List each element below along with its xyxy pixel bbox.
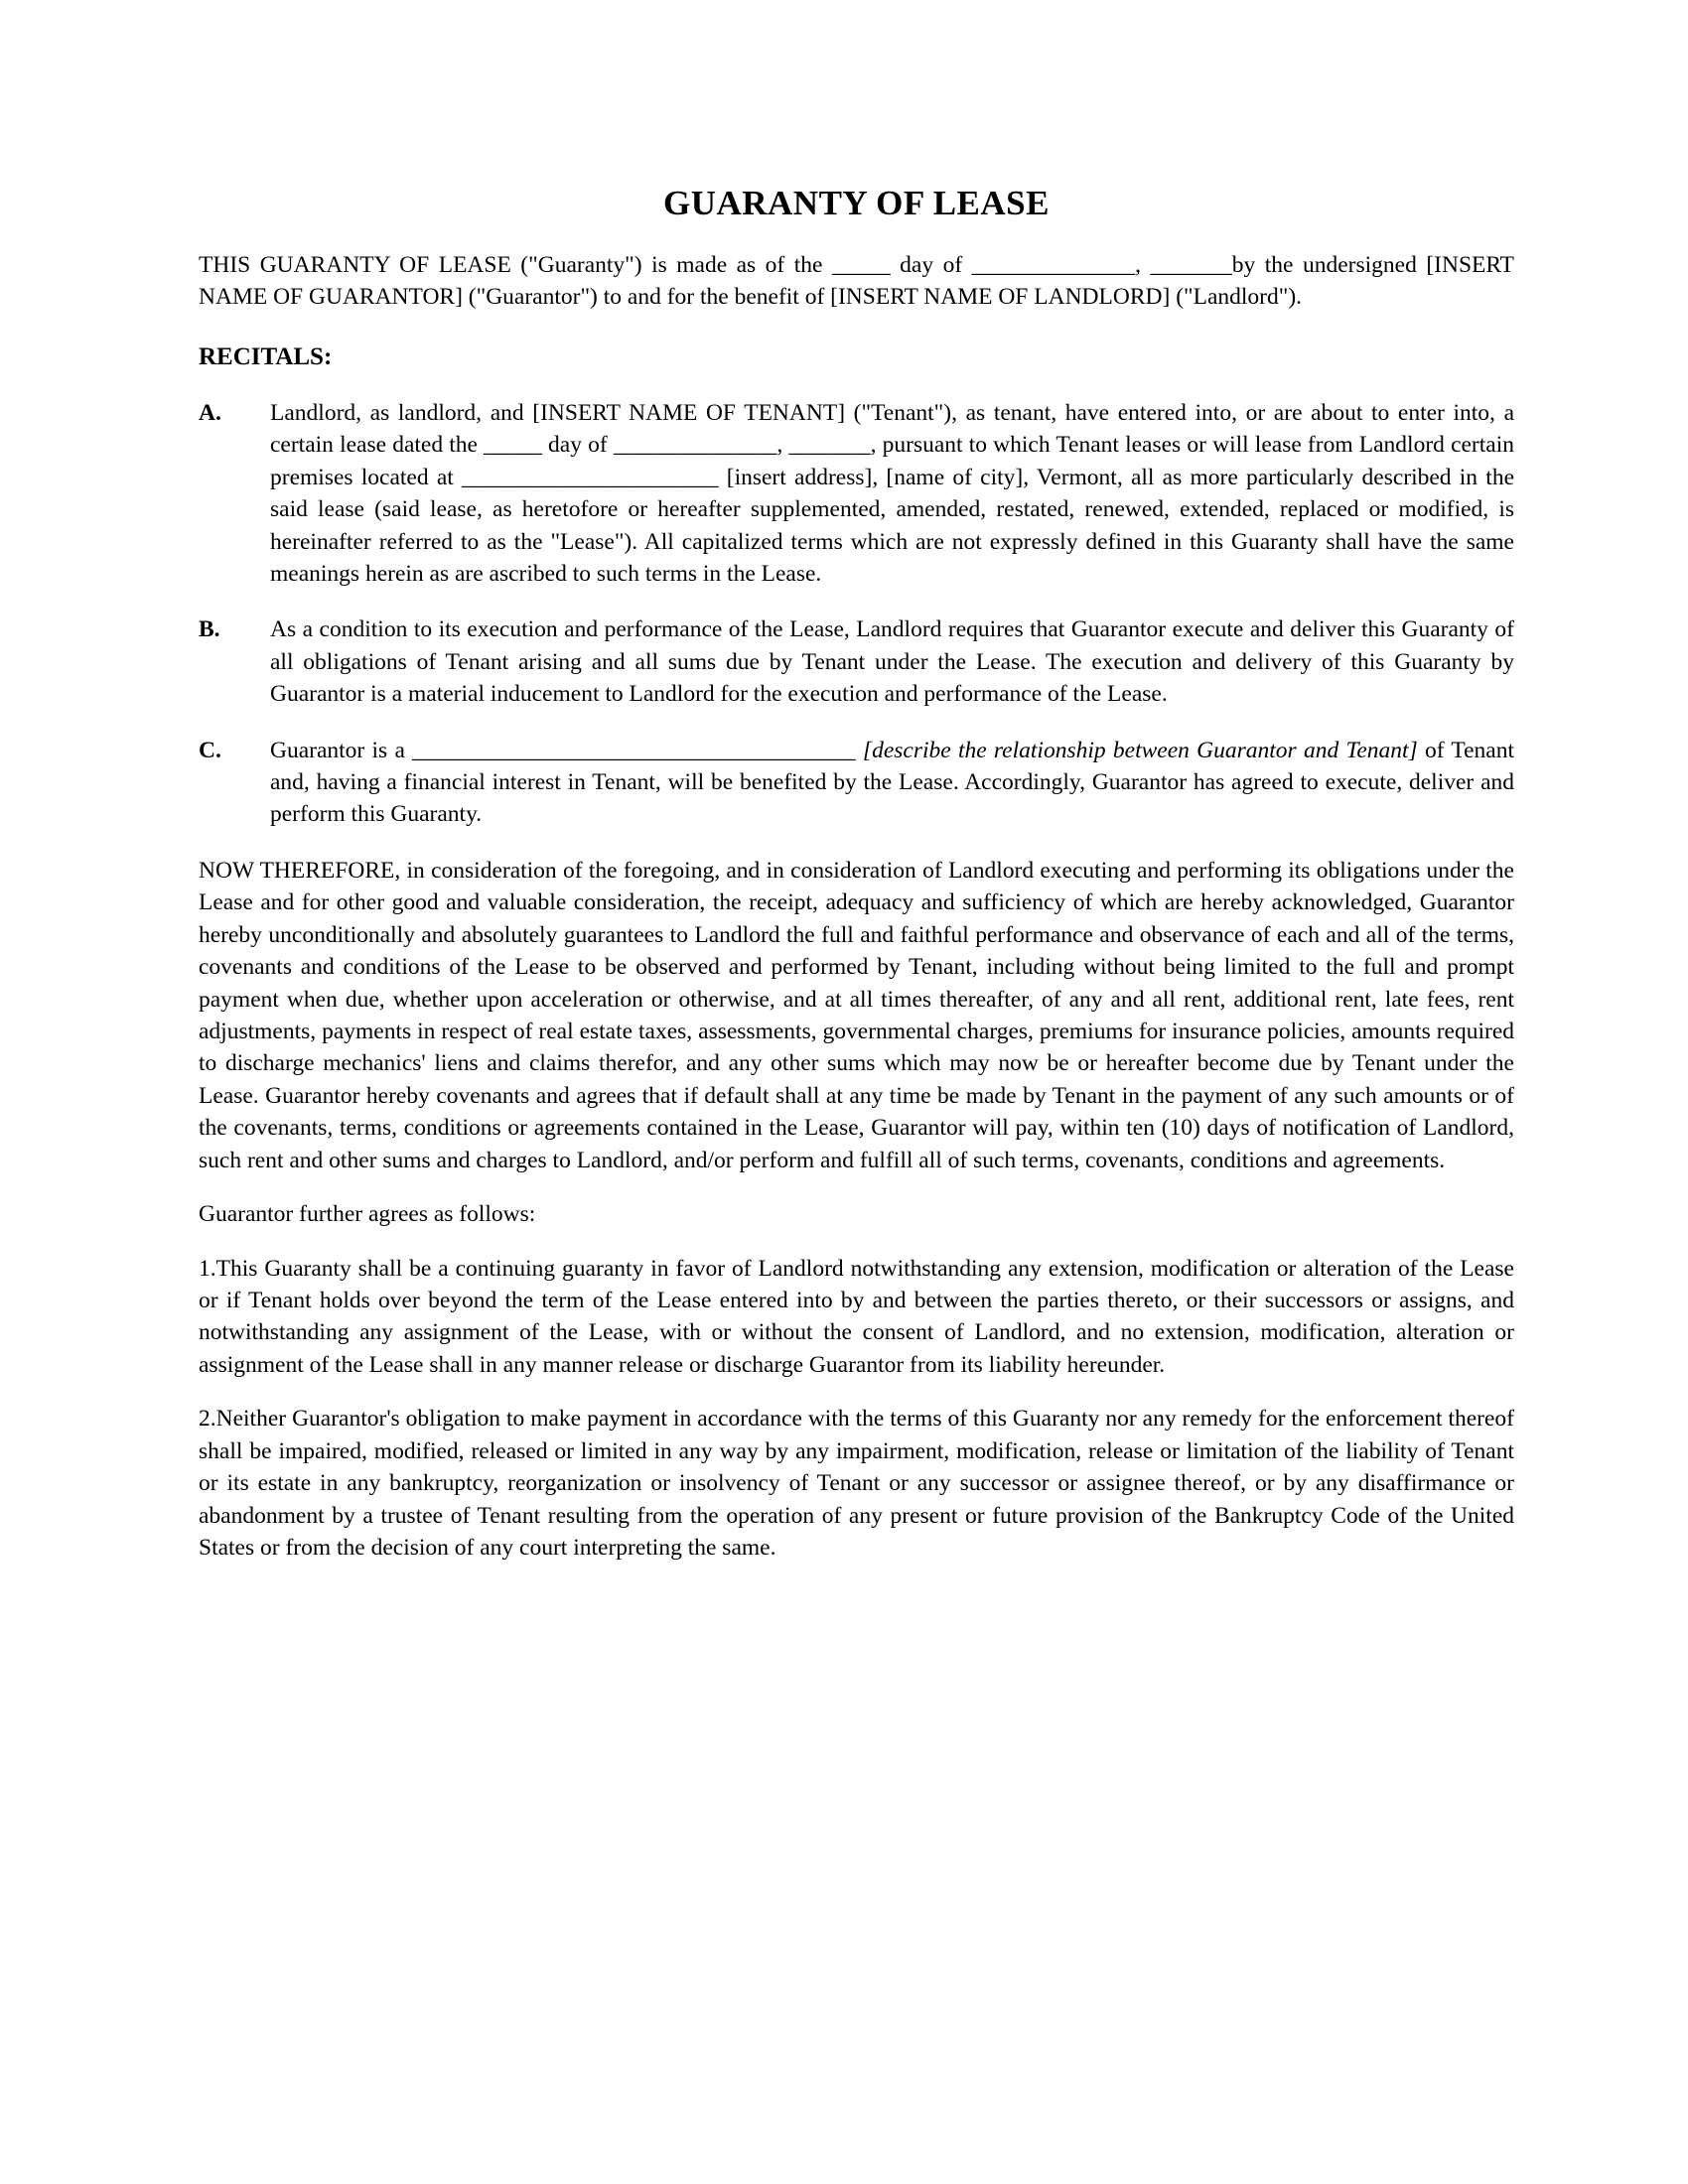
clause-2 (199, 1403, 1514, 1564)
recital-text-c (270, 735, 1514, 831)
recital-item-c (199, 735, 1514, 831)
recital-item-a (199, 397, 1514, 591)
intro-paragraph: THIS GUARANTY OF LEASE ("Guaranty") is made as of the _____ day of ______________, _______by the undersigned [INSERT NAME OF GUARANTOR] ("Guarantor") to and for the benefit of [INSERT NAME OF LANDLORD] ("Landlord"). (199, 252, 1514, 311)
now-therefore-paragraph: NOW THEREFORE, in consideration of the foregoing, and in consideration of Landlord executing and performing its obligations under the Lease and for other good and valuable consideration, the receipt, adequacy and sufficiency of which are hereby acknowledged, Guarantor hereby unconditionally and absolutely guarantees to Landlord the full and faithful performance and observance of each and all of the terms, covenants and conditions of the Lease to be observed and performed by Tenant, including without being limited to the full and prompt payment when due, whether upon acceleration or otherwise, and at all times thereafter, of any and all rent, additional rent, late fees, rent adjustments, payments in respect of real estate taxes, assessments, governmental charges, premiums for insurance policies, amounts required to discharge mechanics' liens and claims therefor, and any other sums which may now be or hereafter become due by Tenant under the Lease. Guarantor hereby covenants and agrees that if default shall at any time be made by Tenant in the payment of any such amounts or of the covenants, terms, conditions or agreements contained in the Lease, Guarantor will pay, within ten (10) days of notification of Landlord, such rent and other sums and charges to Landlord, and/or perform and fulfill all of such terms, covenants, conditions and agreements. (199, 857, 1514, 1173)
recitals-heading: RECITALS: (199, 342, 333, 370)
page-title: GUARANTY OF LEASE (662, 184, 1050, 222)
clause-1-text: This Guaranty shall be a continuing guaranty in favor of Landlord notwithstanding any extension, modification or alteration of the Lease or if Tenant holds over beyond the term of the Lease entered into by and between the parties thereto, or their successors or assigns, and notwithstanding any assignment of the Lease, with or without the consent of Landlord, and no extension, modification, alteration or assignment of the Lease shall in any manner release or discharge Guarantor from its liability hereunder. (199, 1255, 1514, 1378)
clause-2-text: Neither Guarantor's obligation to make payment in accordance with the terms of this Guaranty nor any remedy for the enforcement thereof shall be impaired, modified, released or limited in any way by any impairment, modification, release or limitation of the liability of Tenant or its estate in any bankruptcy, reorganization or insolvency of Tenant or any successor or assignee thereof, or by any disaffirmance or abandonment by a trustee of Tenant resulting from the operation of any present or future provision of the Bankruptcy Code of the United States or from the decision of any court interpreting the same. (199, 1406, 1514, 1561)
clause-1-number: 1. (199, 1255, 216, 1282)
recital-label-a: A. (199, 399, 221, 426)
recital-label-b: B. (199, 616, 220, 643)
clause-1 (199, 1253, 1514, 1382)
recital-c-lead: Guarantor is a ______________________________________ (270, 737, 863, 763)
recital-c-italic-note: [describe the relationship between Guarantor and Tenant] (862, 737, 1418, 763)
clause-2-number: 2. (199, 1406, 216, 1433)
further-agrees-line: Guarantor further agrees as follows: (199, 1201, 536, 1228)
recital-item-b (199, 614, 1514, 710)
recital-text-a: Landlord, as landlord, and [INSERT NAME OF TENANT] ("Tenant"), as tenant, have entered into, or are about to enter into, a certain lease dated the _____ day of ______________, _______, pursuant to which Tenant leases or will lease from Landlord certain premises located at ______________________ [insert address], [name of city], Vermont, all as more particularly described in the said lease (said lease, as heretofore or hereafter supplemented, amended, restated, renewed, extended, replaced or modified, is hereinafter referred to as the "Lease"). All capitalized terms which are not expressly defined in this Guaranty shall have the same meanings herein as are ascribed to such terms in the Lease. (270, 399, 1514, 587)
recital-label-c: C. (199, 737, 221, 763)
recital-text-b: As a condition to its execution and performance of the Lease, Landlord requires that Guarantor execute and deliver this Guaranty of all obligations of Tenant arising and all sums due by Tenant under the Lease. The execution and delivery of this Guaranty by Guarantor is a material inducement to Landlord for the execution and performance of the Lease. (270, 616, 1514, 708)
recital-c-tail: of Tenant and, having a financial interest in Tenant, will be benefited by the Lease. Accordingly, Guarantor has agreed to execute, deliver and perform this Guaranty. (270, 737, 1514, 828)
